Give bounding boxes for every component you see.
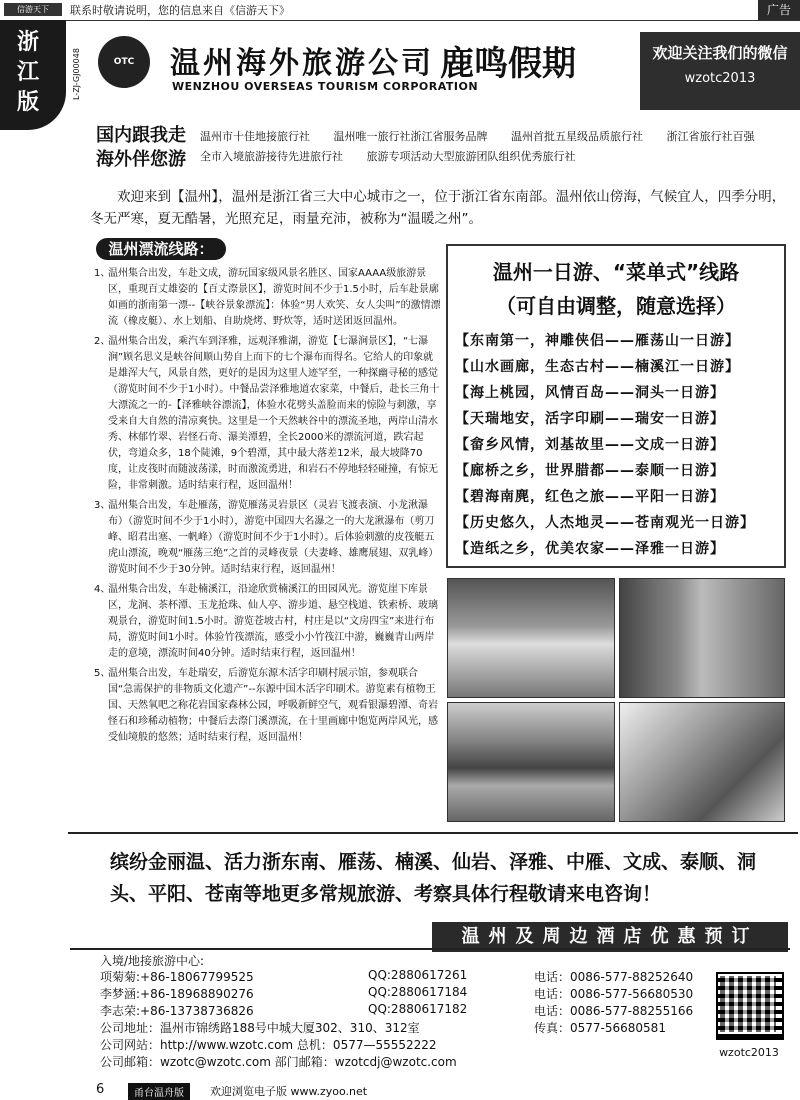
contact-person: 项菊菊:+86-18067799525 xyxy=(100,970,254,984)
brand-name: 鹿鸣假期 xyxy=(440,44,576,84)
slogan-line-1: 国内跟我走 xyxy=(96,125,186,146)
honor-item: 旅游专项活动大型旅游团队组织优秀旅行社 xyxy=(366,150,576,163)
contact-person: 李志荣:+86-13738736826 xyxy=(100,1004,254,1018)
contact-tel: 电话：0086-577-56680530 xyxy=(534,987,694,1001)
qr-label: wzotc2013 xyxy=(719,1046,779,1059)
honors-list xyxy=(200,127,790,167)
honor-item: 温州唯一旅行社浙江省服务品牌 xyxy=(333,130,488,143)
rafting-photo xyxy=(619,702,785,822)
route-item: 4、 温州集合出发，车赴楠溪江，沿途欣赏楠溪江的田园风光。游览崖下库景区，龙涧、茶杯潭、玉龙抢珠、仙人亭、游步道、悬空栈道、铁索桥、玻璃观景台，游览时间1.5小时。游览苍坡古村，村庄是以“文房四宝”来进行布局，游览时间1小时。体验竹筏漂流，感受小小竹筏江中游，巍巍青山两岸走的意境，漂流时间40分钟。适时结束行程，返回温州！ xyxy=(94,584,438,659)
menu-item: 【东南第一，神雕侠侣——雁荡山一日游】 xyxy=(455,333,740,349)
footer xyxy=(0,1082,800,1100)
menu-item: 【海上桃园，风情百岛——洞头一日游】 xyxy=(455,385,725,401)
honor-item: 温州市十佳地接旅行社 xyxy=(200,130,310,143)
footer-edition: 甬台温舟版 xyxy=(128,1083,190,1100)
routes-list xyxy=(94,266,442,750)
hotel-banner: 温州及周边酒店优惠预订 xyxy=(432,922,788,952)
honor-item: 浙江省旅行社百强 xyxy=(666,130,755,143)
route-item: 2、 温州集合出发，乘汽车到泽雅，远观泽雅湖，游览【七瀑涧景区】，“七瀑涧”顾名思义是峡谷间顺山势自上而下的七个瀑布而得名。它给人的印象就是雄浑大气，风景自然，更好的是因为这里人迹罕至，一种探幽寻秘的感觉（游览时间不少于1小时）。中餐品尝泽雅地道农家菜，中餐后，赴长三角十大漂流之一的-【泽雅峡谷漂流】，体验水花劈头盖脸而来的惊险与刺激，享受来自大自然的清凉爽快。这里是一个天然峡谷中的漂流圣地，两岸山清水秀、林郁竹翠、岩怪石奇、瀑美潭碧，全长2000米的漂流河道，跌宕起伏，弯道众多，18个陡滩，9个碧潭，其中最大落差12米，最大坡降70度，让皮筏时而随波荡漾，时而激流勇进，和岩石不停地轻轻碰撞，有惊无险，非常刺激。适时结束行程，返回温州！ xyxy=(94,336,440,491)
wechat-title: 欢迎关注我们的微信 xyxy=(652,44,788,62)
menu-item: 【畲乡风情，刘基故里——文成一日游】 xyxy=(455,437,725,453)
company-logo: OTC xyxy=(98,36,150,88)
edition-char-2: 江 xyxy=(16,60,39,85)
page-number: 6 xyxy=(96,1082,105,1097)
menu-title: 温州一日游、“菜单式”线路 xyxy=(492,260,740,284)
menu-item: 【历史悠久，人杰地灵——苍南观光一日游】 xyxy=(455,515,755,531)
contact-qq: QQ:2880617182 xyxy=(368,1002,468,1016)
qr-code-pattern xyxy=(720,976,776,1032)
company-website[interactable]: 公司网站：http://www.wzotc.com 总机：0577—55552222 xyxy=(100,1038,437,1052)
contact-qq: QQ:2880617184 xyxy=(368,985,468,999)
company-name-cn: 温州海外旅游公司 xyxy=(170,46,434,81)
honor-item: 温州首批五星级品质旅行社 xyxy=(511,130,643,143)
license-number: L-ZJ-GJ00048 xyxy=(72,48,81,100)
menu-items xyxy=(455,328,777,562)
edition-char-1: 浙 xyxy=(16,30,39,55)
honor-item: 全市入境旅游接待先进旅行社 xyxy=(200,150,343,163)
publisher-logo: 信游天下 xyxy=(4,3,62,16)
route-item: 1、 温州集合出发，车赴文成，游玩国家级风景名胜区、国家AAAA级旅游景区，重现百丈雄姿的【百丈漈景区】，游览时间不少于1.5小时，后车赴景廓如画的浙南第一漂--【峡谷景象漂流】：体验“男人欢笑、女人尖叫”的激情漂流（橡皮艇）、水上划船、自助烧烤、野炊等，适时送团返回温州。 xyxy=(94,268,441,327)
contact-tel: 电话：0086-577-88255166 xyxy=(534,1004,694,1018)
river-photo xyxy=(447,702,615,822)
ad-label: 广告 xyxy=(758,0,800,20)
slogan xyxy=(96,124,186,172)
intro-paragraph: 欢迎来到【温州】，温州是浙江省三大中心城市之一，位于浙江省东南部。温州依山傍海，气候宜人，四季分明，冬无严寒，夏无酷暑，光照充足，雨量充沛，被称为“温暖之州”。 xyxy=(90,189,786,227)
edition-char-3: 版 xyxy=(16,90,39,115)
routes-title: 温州漂流线路： xyxy=(96,238,226,260)
contact-center-title: 入境/地接旅游中心: xyxy=(100,954,205,968)
menu-item: 【造纸之乡，优美农家——泽雅一日游】 xyxy=(455,541,725,557)
menu-item: 【廊桥之乡，世界腊都——泰顺一日游】 xyxy=(455,463,725,479)
promo-text: 缤纷金丽温、活力浙东南、雁荡、楠溪、仙岩、泽雅、中雁、文成、泰顺、洞头、平阳、苍南等地更多常规旅游、考察具体行程敬请来电咨询！ xyxy=(110,851,757,905)
footer-url[interactable]: 欢迎浏览电子版 www.zyoo.net xyxy=(210,1085,368,1098)
route-item: 3、 温州集合出发，车赴雁荡，游览雁荡灵岩景区（灵岩飞渡表演、小龙湫瀑布）（游览时间不少于1小时），游览中国四大名瀑之一的大龙湫瀑布（剪刀峰、昭君出塞、一帆峰）（游览时间不少于1小时）。后体验刺激的皮筏艇五虎山漂流，晚观“雁荡三绝”之首的灵峰夜景（夫妻峰、雄鹰展翅、双乳峰）游览时间不少于30分钟。适时结束行程，返回温州！ xyxy=(94,500,439,575)
company-name-en: WENZHOU OVERSEAS TOURISM CORPORATION xyxy=(172,80,479,93)
contact-fax: 传真：0577-56680581 xyxy=(534,1021,666,1035)
menu-item: 【天瑞地安，活字印刷——瑞安一日游】 xyxy=(455,411,725,427)
contact-tel: 电话：0086-577-88252640 xyxy=(534,970,694,984)
canyon-photo xyxy=(619,578,785,698)
company-address: 公司地址：温州市锦绣路188号中城大厦302、310、312室 xyxy=(100,1021,420,1035)
contact-note: 联系时敬请说明，您的信息来自《信游天下》 xyxy=(70,4,290,17)
company-email[interactable]: 公司邮箱：wzotc@wzotc.com 部门邮箱：wzotcdj@wzotc.com xyxy=(100,1055,457,1069)
top-bar xyxy=(0,0,800,21)
divider xyxy=(68,832,798,834)
contact-qq: QQ:2880617261 xyxy=(368,968,468,982)
waterfall-photo xyxy=(447,578,615,698)
divider xyxy=(70,948,790,950)
route-item: 5、 温州集合出发，车赴瑞安，后游览东源木活字印刷村展示馆，参观联合国“急需保护的非物质文化遗产”--东源中国木活字印刷术。游览素有植物王国、天然氧吧之称花岩国家森林公园，呼吸新鲜空气，观看银瀑碧潭、奇岩怪石和珍稀动植物；中餐后去漈门溪漂流，在十里画廊中饱览两岸风光，感受仙境般的悠然；适时结束行程，返回温州！ xyxy=(94,668,438,743)
contact-person: 李梦涵:+86-18968890276 xyxy=(100,987,254,1001)
menu-item: 【山水画廊，生态古村——楠溪江一日游】 xyxy=(455,359,740,375)
slogan-line-2: 海外伴您游 xyxy=(96,149,186,170)
menu-item: 【碧海南麂，红色之旅——平阳一日游】 xyxy=(455,489,725,505)
wechat-id: wzotc2013 xyxy=(684,71,756,86)
edition-tab xyxy=(0,20,66,130)
wechat-box xyxy=(640,32,800,110)
menu-subtitle: （可自由调整，随意选择） xyxy=(496,294,736,318)
